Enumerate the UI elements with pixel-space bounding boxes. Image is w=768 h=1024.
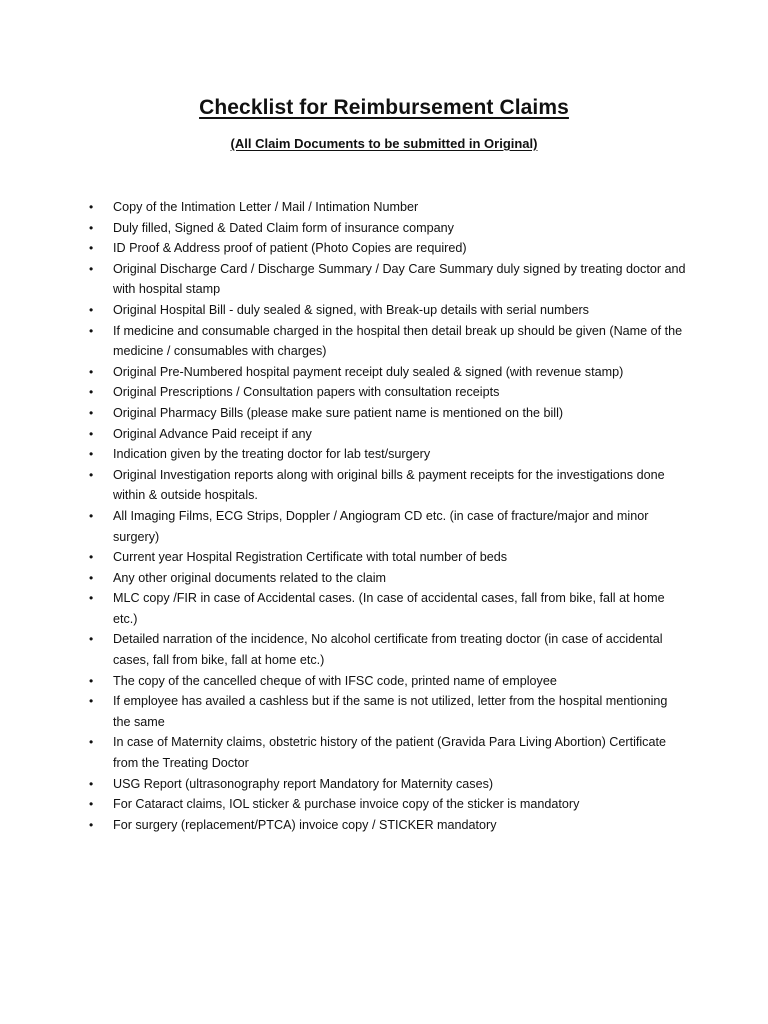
checklist-item	[0, 424, 768, 445]
checklist-item-text: Original Pre-Numbered hospital payment receipt duly sealed & signed (with revenue stamp)	[113, 364, 624, 379]
checklist-item	[0, 732, 768, 773]
checklist-item	[0, 362, 768, 383]
checklist-item-text: Duly filled, Signed & Dated Claim form of insurance company	[113, 220, 454, 235]
bullet-icon: •	[89, 508, 94, 523]
bullet-icon: •	[89, 632, 94, 647]
checklist-item	[0, 444, 768, 465]
bullet-icon: •	[89, 447, 94, 462]
checklist-item-text: In case of Maternity claims, obstetric history of the patient (Gravida Para Living Abortion) Certificate from the Treating Doctor	[113, 735, 666, 771]
bullet-icon: •	[89, 797, 94, 812]
bullet-icon: •	[89, 405, 94, 420]
checklist-item	[0, 671, 768, 692]
checklist-item	[0, 774, 768, 795]
document-subtitle: (All Claim Documents to be submitted in Original)	[230, 136, 538, 151]
bullet-icon: •	[89, 591, 94, 606]
checklist-item-text: Original Pharmacy Bills (please make sure patient name is mentioned on the bill)	[113, 405, 564, 420]
checklist-item-text: Original Discharge Card / Discharge Summary / Day Care Summary duly signed by treating doctor and with hospital stamp	[113, 261, 686, 297]
checklist-item-text: Original Investigation reports along with original bills & payment receipts for the investigations done within & outside hospitals.	[113, 467, 665, 503]
checklist-item-text: For surgery (replacement/PTCA) invoice copy / STICKER mandatory	[113, 817, 497, 832]
bullet-icon: •	[89, 673, 94, 688]
checklist-item-text: Current year Hospital Registration Certificate with total number of beds	[113, 550, 508, 565]
bullet-icon: •	[89, 426, 94, 441]
checklist-item-text: ID Proof & Address proof of patient (Photo Copies are required)	[113, 241, 467, 256]
document-title: Checklist for Reimbursement Claims	[199, 96, 569, 119]
bullet-icon: •	[89, 550, 94, 565]
checklist-item	[0, 238, 768, 259]
checklist	[0, 197, 768, 835]
checklist-item	[0, 321, 768, 362]
checklist-item	[0, 815, 768, 836]
bullet-icon: •	[89, 220, 94, 235]
checklist-item-text: Original Advance Paid receipt if any	[113, 426, 312, 441]
checklist-item-text: MLC copy /FIR in case of Accidental cases. (In case of accidental cases, fall from bike, fall at home etc.)	[113, 591, 665, 626]
checklist-item	[0, 403, 768, 424]
checklist-item	[0, 197, 768, 218]
bullet-icon: •	[89, 200, 94, 214]
checklist-item	[0, 588, 768, 629]
checklist-item-text: USG Report (ultrasonography report Mandatory for Maternity cases)	[113, 776, 494, 791]
checklist-item	[0, 506, 768, 547]
checklist-item	[0, 218, 768, 239]
bullet-icon: •	[89, 302, 94, 317]
bullet-icon: •	[89, 735, 94, 750]
checklist-item	[0, 465, 768, 506]
checklist-item-text: If employee has availed a cashless but if the same is not utilized, letter from the hospital mentioning the same	[113, 694, 668, 729]
bullet-icon: •	[89, 261, 94, 276]
bullet-icon: •	[89, 817, 94, 832]
checklist-item	[0, 547, 768, 568]
checklist-item	[0, 794, 768, 815]
checklist-item	[0, 300, 768, 321]
checklist-item-text: Original Prescriptions / Consultation papers with consultation receipts	[113, 385, 500, 400]
checklist-item-text: All Imaging Films, ECG Strips, Doppler / Angiogram CD etc. (in case of fracture/major and minor surgery)	[113, 508, 649, 544]
checklist-item	[0, 691, 768, 732]
bullet-icon: •	[89, 364, 94, 379]
checklist-item	[0, 629, 768, 670]
checklist-item-text: Original Hospital Bill - duly sealed & signed, with Break-up details with serial numbers	[113, 302, 589, 317]
bullet-icon: •	[89, 385, 94, 400]
checklist-item-text: Any other original documents related to the claim	[113, 570, 387, 585]
bullet-icon: •	[89, 776, 94, 791]
checklist-item-text: If medicine and consumable charged in the hospital then detail break up should be given (Name of the medicine / consumables with charges)	[113, 323, 683, 359]
bullet-icon: •	[89, 570, 94, 585]
checklist-item-text: Detailed narration of the incidence, No alcohol certificate from treating doctor (in case of accidental cases, fall from bike, fall at home etc.)	[113, 632, 663, 668]
bullet-icon: •	[89, 467, 94, 482]
bullet-icon: •	[89, 323, 94, 338]
checklist-item-text: Indication given by the treating doctor for lab test/surgery	[113, 447, 431, 462]
checklist-item-text: The copy of the cancelled cheque of with IFSC code, printed name of employee	[113, 673, 557, 688]
checklist-item	[0, 568, 768, 589]
bullet-icon: •	[89, 694, 94, 709]
checklist-item-text: For Cataract claims, IOL sticker & purchase invoice copy of the sticker is mandatory	[113, 797, 580, 812]
checklist-item-text: Copy of the Intimation Letter / Mail / Intimation Number	[113, 200, 419, 214]
checklist-item	[0, 259, 768, 300]
bullet-icon: •	[89, 241, 94, 256]
checklist-item	[0, 382, 768, 403]
